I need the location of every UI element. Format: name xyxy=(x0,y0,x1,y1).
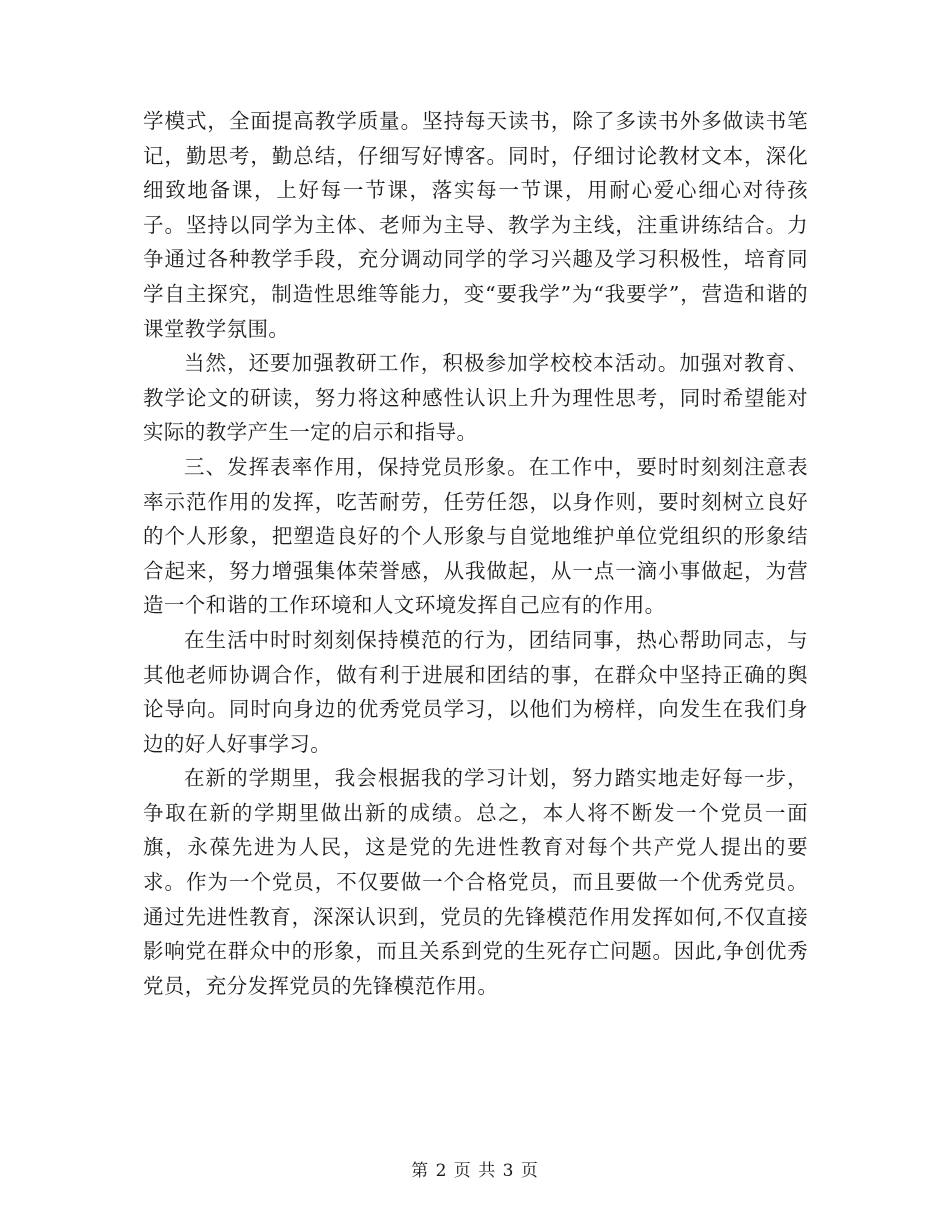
paragraph-teaching-research: 当然，还要加强教研工作，积极参加学校校本活动。加强对教育、教学论文的研读，努力将这种感性认识上升为理性思考，同时希望能对实际的教学产生一定的启示和指导。 xyxy=(143,351,808,445)
paragraph-continuation: 学模式，全面提高教学质量。坚持每天读书，除了多读书外多做读书笔记，勤思考，勤总结，仔细写好博客。同时，仔细讨论教材文本，深化细致地备课，上好每一节课，落实每一节课，用耐心爱心细心对待孩子。坚持以同学为主体、老师为主导、教学为主线，注重讲练结合。力争通过各种教学手段，充分调动同学的学习兴趣及学习积极性，培育同学自主探究，制造性思维等能力，变“要我学”为“我要学”，营造和谐的课堂教学氛围。 xyxy=(143,109,808,341)
paragraph-section-three: 三、发挥表率作用，保持党员形象。在工作中，要时时刻刻注意表率示范作用的发挥，吃苦耐劳，任劳任怨，以身作则，要时刻树立良好的个人形象，把塑造良好的个人形象与自觉地维护单位党组织的形象结合起来，努力增强集体荣誉感，从我做起，从一点一滴小事做起，为营造一个和谐的工作环境和人文环境发挥自己应有的作用。 xyxy=(143,454,808,618)
document-body xyxy=(143,104,808,1003)
paragraph-new-semester: 在新的学期里，我会根据我的学习计划，努力踏实地走好每一步，争取在新的学期里做出新的成绩。总之，本人将不断发一个党员一面旗，永葆先进为人民，这是党的先进性教育对每个共产党人提出的要求。作为一个党员，不仅要做一个合格党员，而且要做一个优秀党员。通过先进性教育，深深认识到，党员的先锋模范作用发挥如何,不仅直接影响党在群众中的形象，而且关系到党的生死存亡问题。因此,争创优秀党员，充分发挥党员的先锋模范作用。 xyxy=(143,766,808,998)
paragraph-daily-conduct: 在生活中时时刻刻保持模范的行为，团结同事，热心帮助同志，与其他老师协调合作，做有利于进展和团结的事，在群众中坚持正确的舆论导向。同时向身边的优秀党员学习，以他们为榜样，向发生在我们身边的好人好事学习。 xyxy=(143,627,808,756)
page-number-footer: 第 2 页 共 3 页 xyxy=(411,1161,539,1181)
